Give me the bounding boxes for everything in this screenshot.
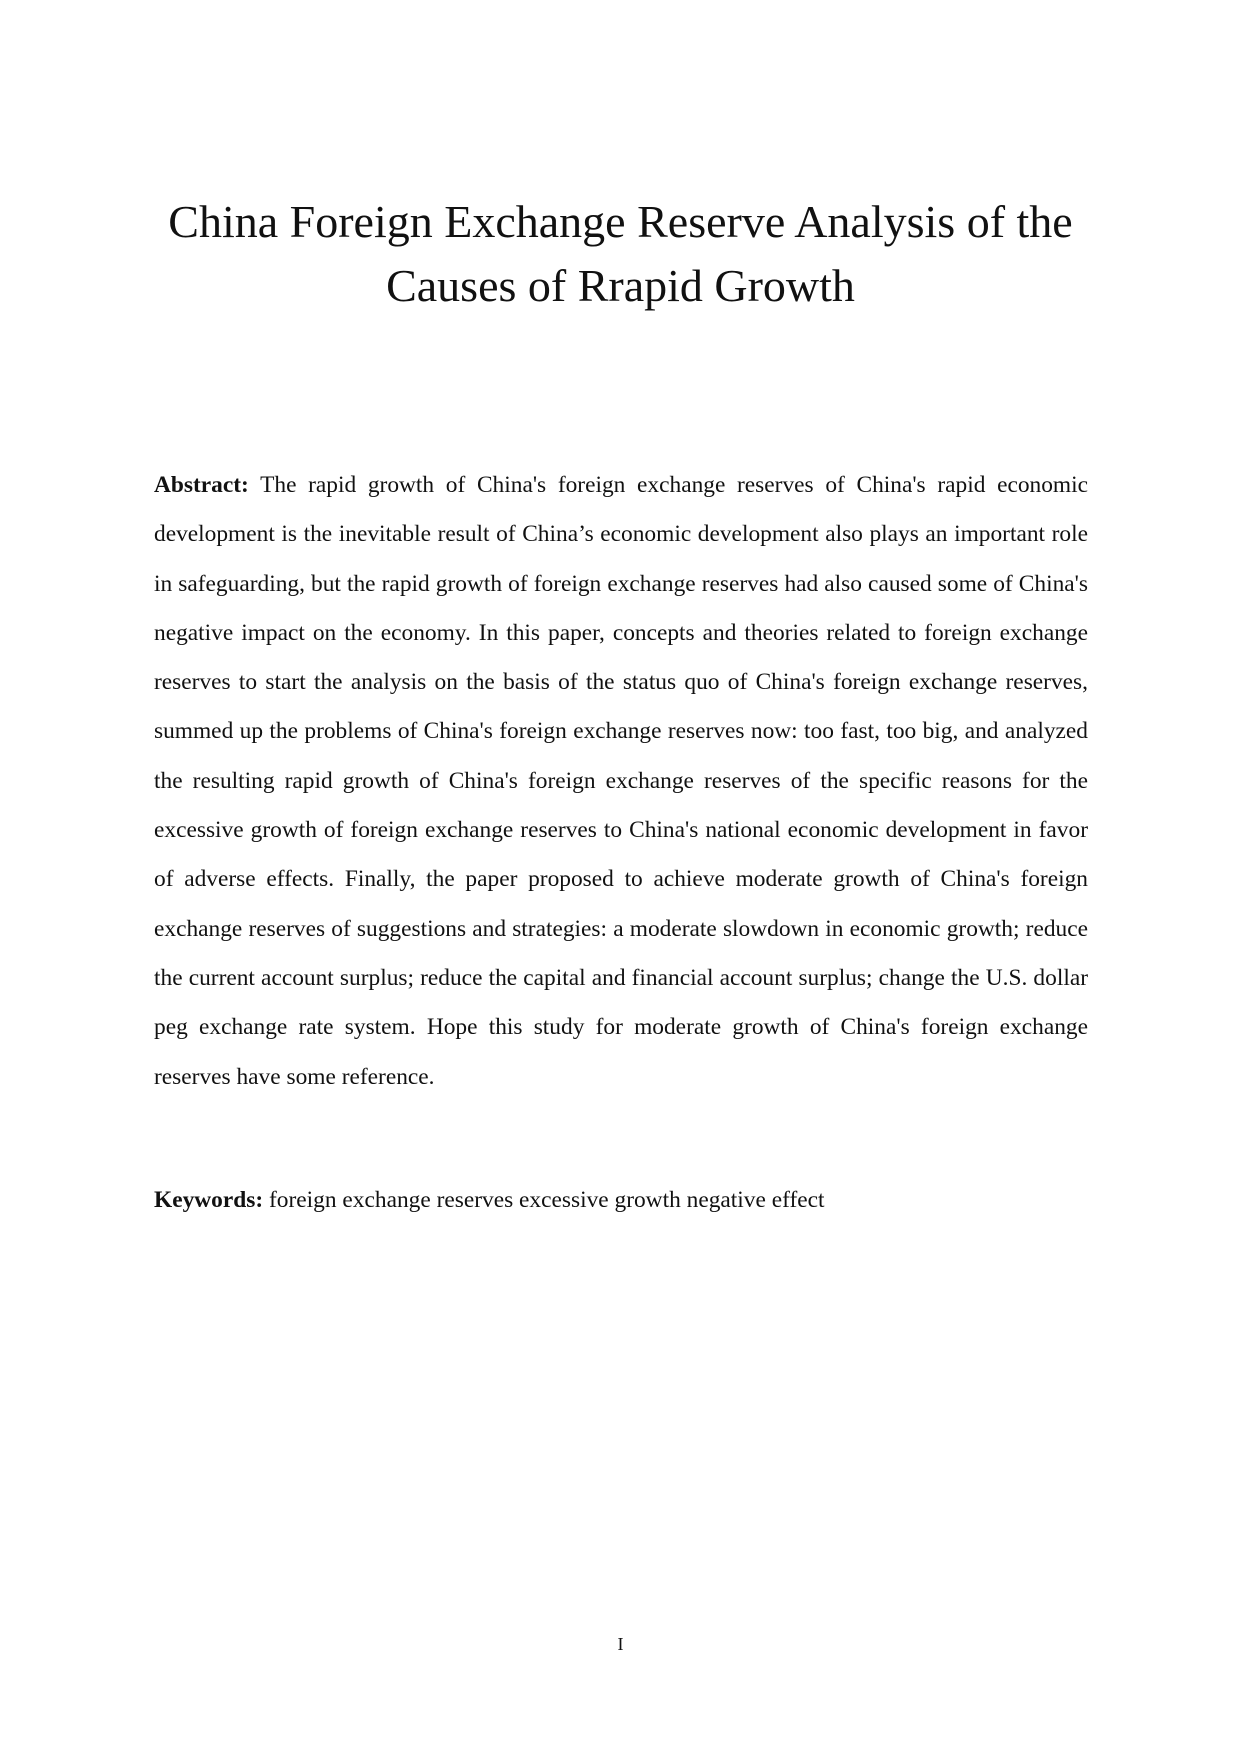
page-number: I <box>617 1634 624 1654</box>
title-line-2: Causes of Rrapid Growth <box>386 260 855 311</box>
keywords-label: Keywords: <box>154 1187 264 1213</box>
page-title <box>100 190 1141 318</box>
keywords-paragraph <box>154 1180 1088 1220</box>
abstract-paragraph <box>154 461 1088 1102</box>
title-line-1: China Foreign Exchange Reserve Analysis of the <box>168 196 1073 247</box>
abstract-text: The rapid growth of China's foreign exchange reserves of China's rapid economic development is the inevitable result of China’s economic development also plays an important role in safeguarding, but the rapid growth of foreign exchange reserves had also caused some of China's negative impact on the economy. In this paper, concepts and theories related to foreign exchange reserves to start the analysis on the basis of the status quo of China's foreign exchange reserves, summed up the problems of China's foreign exchange reserves now: too fast, too big, and analyzed the resulting rapid growth of China's foreign exchange reserves of the specific reasons for the excessive growth of foreign exchange reserves to China's national economic development in favor of adverse effects. Finally, the paper proposed to achieve moderate growth of China's foreign exchange reserves of suggestions and strategies: a moderate slowdown in economic growth; reduce the current account surplus; reduce the capital and financial account surplus; change the U.S. dollar peg exchange rate system. Hope this study for moderate growth of China's foreign exchange reserves have some reference. <box>154 472 1088 1090</box>
abstract-label: Abstract: <box>154 472 249 498</box>
keywords-text: foreign exchange reserves excessive growth negative effect <box>269 1187 825 1213</box>
